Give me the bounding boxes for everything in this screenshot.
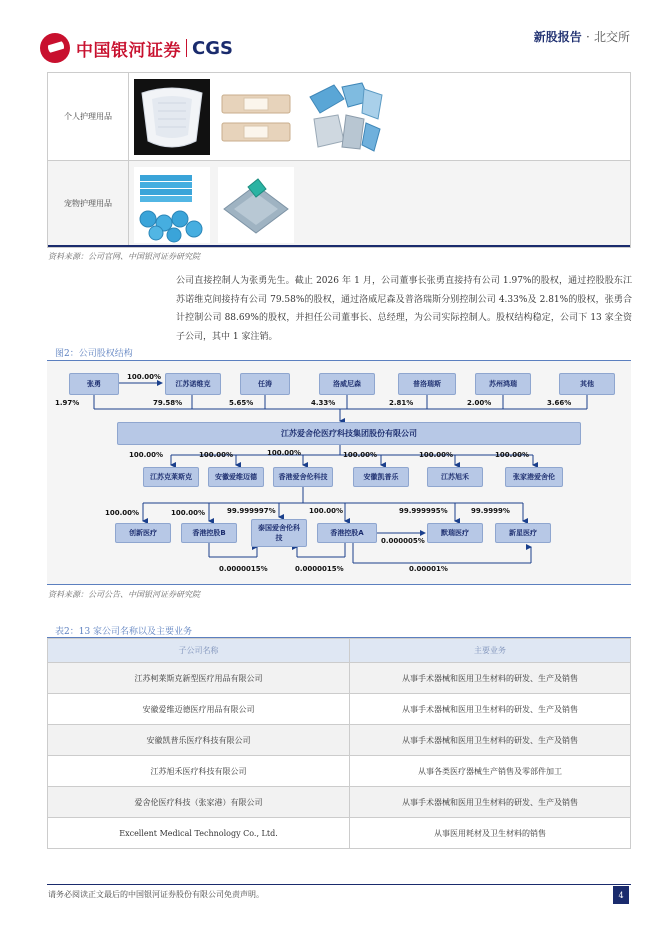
- logo-mark-icon: [40, 33, 70, 63]
- source-note: 资料来源：公司官网、中国银河证券研究院: [48, 252, 200, 261]
- ownership-pct: 100.00%: [419, 451, 454, 459]
- figure-title: 图2：公司股权结构: [55, 349, 133, 359]
- table-header-row: [48, 639, 631, 663]
- subsidiary-name-cell: Excellent Medical Technology Co., Ltd.: [48, 818, 350, 849]
- product-table: [47, 72, 631, 248]
- table-row: [48, 663, 631, 694]
- subsidiary-name-cell: 江苏旭禾医疗科技有限公司: [48, 756, 350, 787]
- ownership-pct: 100.00%: [343, 451, 378, 459]
- ownership-pct: 0.0000015%: [295, 565, 344, 573]
- subsidiary-node: 安徽凯普乐: [353, 467, 409, 487]
- report-type: 新股报告: [533, 30, 582, 44]
- shareholder-node: 普洛瑞斯: [398, 373, 456, 395]
- product-row-pet-care: [48, 161, 630, 247]
- logo-divider: [186, 39, 187, 57]
- table-row: [48, 725, 631, 756]
- table-row: [48, 787, 631, 818]
- shareholder-node: 苏州鸿瑞: [475, 373, 531, 395]
- subsidiary-table: [47, 638, 631, 849]
- level3-node: 香港控股A: [317, 523, 377, 543]
- ownership-pct: 3.66%: [547, 399, 572, 407]
- subsidiary-name-cell: 爱舍伦医疗科技（张家港）有限公司: [48, 787, 350, 818]
- footer-disclaimer: 请务必阅读正文最后的中国银河证券股份有限公司免责声明。: [48, 890, 264, 899]
- source-note: 资料来源：公司公告、中国银河证券研究院: [48, 590, 200, 599]
- ownership-pct: 4.33%: [311, 399, 336, 407]
- company-node: 江苏爱舍伦医疗科技集团股份有限公司: [117, 422, 581, 445]
- diaper-product-image: [134, 79, 210, 155]
- subsidiary-node: 安徽爱维迈德: [208, 467, 264, 487]
- ownership-pct: 99.999995%: [399, 507, 448, 515]
- ownership-pct: 100.00%: [105, 509, 140, 517]
- footer-rule: [47, 884, 631, 885]
- column-header: 子公司名称: [48, 639, 350, 663]
- product-category: 个人护理用品: [48, 73, 129, 160]
- business-cell: 从事手术器械和医用卫生材料的研发、生产及销售: [350, 787, 631, 818]
- ownership-pct: 79.58%: [153, 399, 183, 407]
- business-cell: 从事手术器械和医用卫生材料的研发、生产及销售: [350, 725, 631, 756]
- shareholder-node: 任涛: [240, 373, 290, 395]
- subsidiary-name-cell: 江苏柯莱斯克新型医疗用品有限公司: [48, 663, 350, 694]
- subsidiary-name-cell: 安徽凯普乐医疗科技有限公司: [48, 725, 350, 756]
- table-row: [48, 756, 631, 787]
- logo-cn-text: 中国银河证券: [76, 40, 181, 61]
- level3-node: 泰国爱舍伦科技: [251, 519, 307, 547]
- subsidiary-name-cell: 安徽爱维迈德医疗用品有限公司: [48, 694, 350, 725]
- ownership-pct: 2.00%: [467, 399, 492, 407]
- shareholder-node: 江苏诺维克: [165, 373, 221, 395]
- ownership-pct: 99.999997%: [227, 507, 276, 515]
- exchange-label: 北交所: [593, 30, 630, 44]
- ownership-pct: 100.00%: [199, 451, 234, 459]
- compression-sleeve-image: [304, 79, 388, 155]
- level3-node: 新星医疗: [495, 523, 551, 543]
- table-title: 表2：13 家公司名称以及主要业务: [55, 627, 193, 637]
- product-category: 宠物护理用品: [48, 161, 129, 245]
- business-cell: 从事各类医疗器械生产销售及零部件加工: [350, 756, 631, 787]
- ownership-pct: 100.00%: [129, 451, 164, 459]
- table-row: [48, 694, 631, 725]
- ownership-pct: 0.00001%: [409, 565, 448, 573]
- ownership-pct: 2.81%: [389, 399, 414, 407]
- figure-bottom-rule: [47, 584, 631, 585]
- business-cell: 从事手术器械和医用卫生材料的研发、生产及销售: [350, 663, 631, 694]
- page-number: 4: [613, 886, 629, 904]
- subsidiary-node: 香港爱舍伦科技: [273, 467, 333, 487]
- ownership-pct: 0.000005%: [381, 537, 425, 545]
- level3-node: 香港控股B: [181, 523, 237, 543]
- ownership-pct: 100.00%: [267, 449, 302, 457]
- level3-node: 默瑞医疗: [427, 523, 483, 543]
- brand-logo: [40, 32, 240, 64]
- header-separator: ·: [585, 30, 590, 44]
- ownership-pct: 100.00%: [309, 507, 344, 515]
- ownership-pct: 100.00%: [127, 373, 162, 381]
- pet-pad-stack-image: [134, 167, 210, 243]
- subsidiary-node: 张家港爱舍伦: [505, 467, 563, 487]
- body-paragraph: 公司直接控制人为张勇先生。截止 2026 年 1 月，公司董事长张勇直接持有公司 1.97%的股权，通过控股股东江苏诺维克间接持有公司 79.58%的股权，通过洛威尼森及普洛瑞斯分别控制公司 4.33%及 2.81%的股权，张勇合计控制公司 88.69%的股权，并担任公司董事长、总经理，为公司实际控制人。股权结构稳定，公司下 13 家全资子公司，其中 1 家注销。: [176, 276, 632, 342]
- subsidiary-node: 江苏克莱斯克: [143, 467, 199, 487]
- product-row-personal-care: [48, 73, 630, 161]
- subsidiary-node: 江苏旭禾: [427, 467, 483, 487]
- report-header: [534, 28, 630, 45]
- column-header: 主要业务: [350, 639, 631, 663]
- ownership-pct: 99.9999%: [471, 507, 510, 515]
- shareholder-node: 其他: [559, 373, 615, 395]
- ownership-pct: 5.65%: [229, 399, 254, 407]
- level3-node: 创新医疗: [115, 523, 171, 543]
- table-row: [48, 818, 631, 849]
- pet-pad-single-image: [218, 167, 294, 243]
- shareholder-node: 洛威尼森: [319, 373, 375, 395]
- ownership-chart: [47, 361, 631, 584]
- business-cell: 从事医用耗材及卫生材料的销售: [350, 818, 631, 849]
- business-cell: 从事手术器械和医用卫生材料的研发、生产及销售: [350, 694, 631, 725]
- ownership-pct: 100.00%: [495, 451, 530, 459]
- shareholder-node: 张勇: [69, 373, 119, 395]
- bandage-product-image: [218, 79, 294, 155]
- logo-en-text: CGS: [192, 37, 233, 59]
- ownership-pct: 0.0000015%: [219, 565, 268, 573]
- ownership-pct: 1.97%: [55, 399, 80, 407]
- ownership-pct: 100.00%: [171, 509, 206, 517]
